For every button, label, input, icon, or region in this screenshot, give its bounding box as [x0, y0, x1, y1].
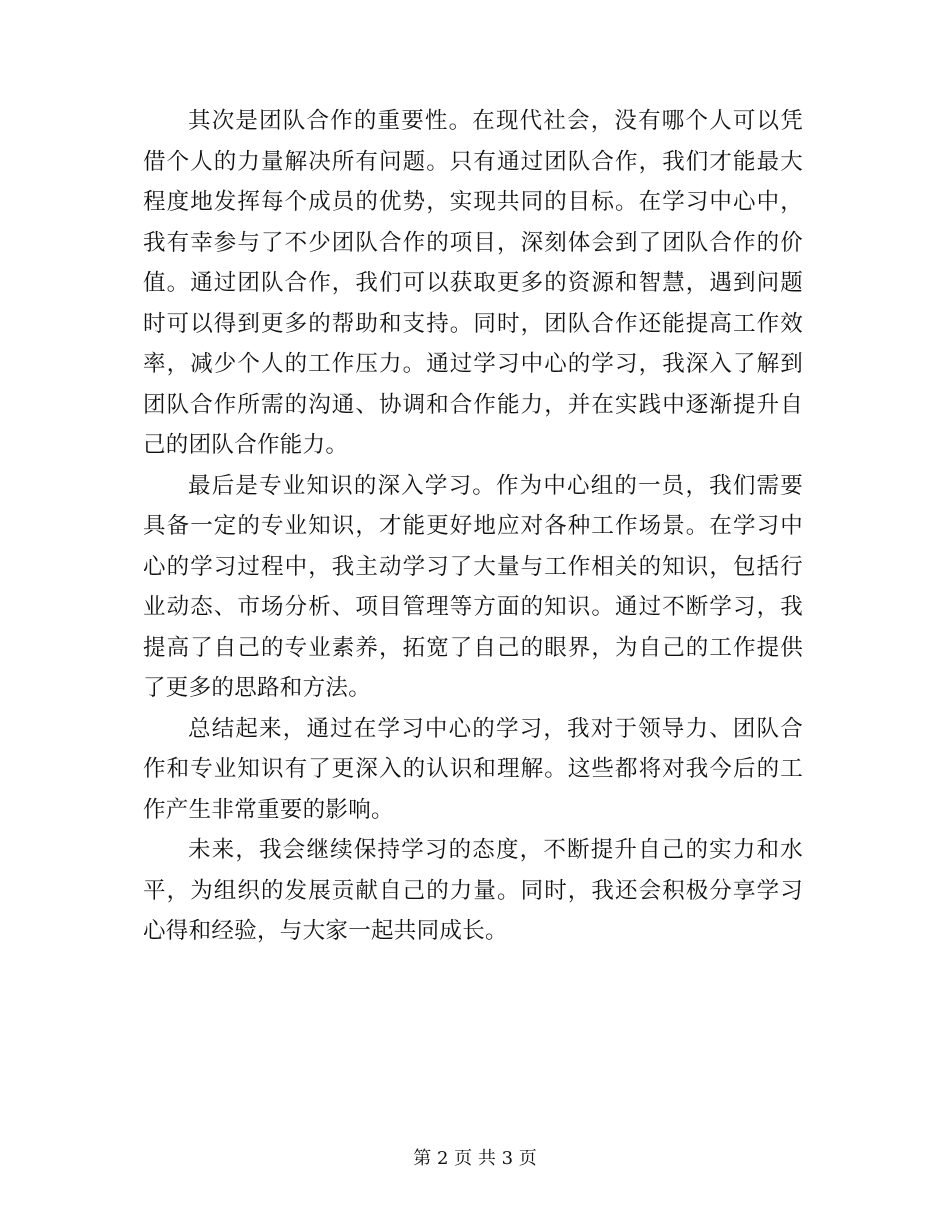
- paragraph-professional-knowledge: 最后是专业知识的深入学习。作为中心组的一员，我们需要具备一定的专业知识，才能更好地应对各种工作场景。在学习中心的学习过程中，我主动学习了大量与工作相关的知识，包括行业动态、市场分析、项目管理等方面的知识。通过不断学习，我提高了自己的专业素养，拓宽了自己的眼界，为自己的工作提供了更多的思路和方法。: [143, 472, 803, 701]
- paragraph-summary: 总结起来，通过在学习中心的学习，我对于领导力、团队合作和专业知识有了更深入的认识和理解。这些都将对我今后的工作产生非常重要的影响。: [143, 715, 803, 823]
- paragraph-teamwork: 其次是团队合作的重要性。在现代社会，没有哪个人可以凭借个人的力量解决所有问题。只有通过团队合作，我们才能最大程度地发挥每个成员的优势，实现共同的目标。在学习中心中，我有幸参与了不少团队合作的项目，深刻体会到了团队合作的价值。通过团队合作，我们可以获取更多的资源和智慧，遇到问题时可以得到更多的帮助和支持。同时，团队合作还能提高工作效率，减少个人的工作压力。通过学习中心的学习，我深入了解到团队合作所需的沟通、协调和合作能力，并在实践中逐渐提升自己的团队合作能力。: [143, 108, 803, 458]
- paragraph-future: 未来，我会继续保持学习的态度，不断提升自己的实力和水平，为组织的发展贡献自己的力量。同时，我还会积极分享学习心得和经验，与大家一起共同成长。: [143, 837, 803, 944]
- page-number-footer: 第 2 页 共 3 页: [413, 1148, 537, 1169]
- document-body: [143, 101, 803, 952]
